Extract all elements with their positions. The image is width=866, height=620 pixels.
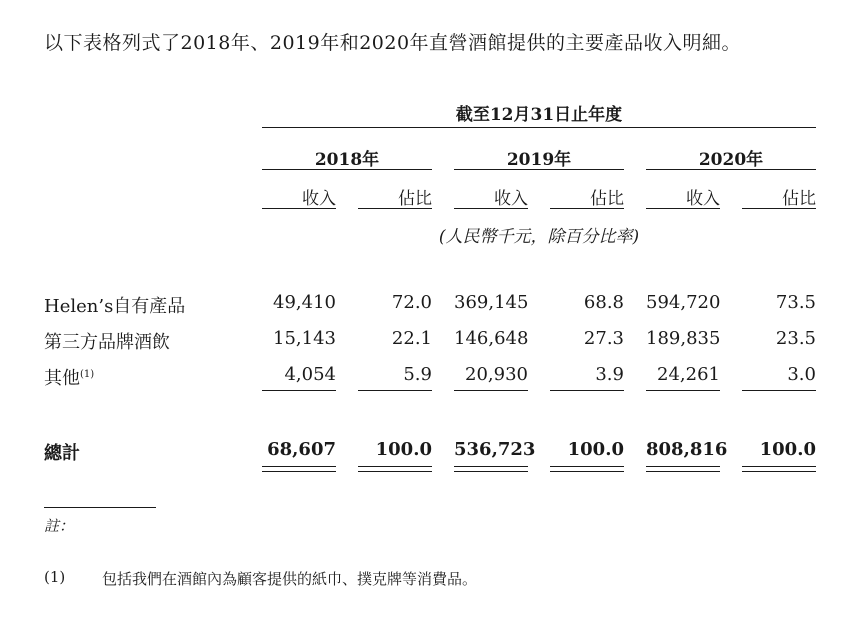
table-cell: 4,054 [284,364,336,385]
subtotal-underline [742,390,816,391]
note-label: 註： [44,517,75,535]
year-2019-header: 2019年 [506,150,572,170]
total-cell: 100.0 [759,439,816,460]
sub-underline [358,208,432,209]
total-cell: 100.0 [567,439,624,460]
col-revenue-2020: 收入 [686,189,720,209]
table-cell: 15,143 [273,328,336,349]
total-double-underline [358,466,432,467]
sub-underline [262,208,336,209]
total-cell: 68,607 [267,439,336,460]
col-revenue-2018: 收入 [302,189,336,209]
table-cell: 3.0 [787,364,816,385]
total-double-underline [358,471,432,472]
year-2020-underline [646,169,816,170]
row-label-own-products: Helen’s自有產品 [44,296,186,317]
total-double-underline [262,471,336,472]
table-cell: 68.8 [583,292,624,313]
year-2018-underline [262,169,432,170]
footnote-text: 包括我們在酒館內為顧客提供的紙巾、撲克牌等消費品。 [102,570,478,588]
total-double-underline [454,466,528,467]
total-double-underline [550,471,624,472]
total-double-underline [550,466,624,467]
table-cell: 20,930 [465,364,528,385]
sub-underline [742,208,816,209]
col-revenue-2019: 收入 [494,189,528,209]
table-cell: 22.1 [391,328,432,349]
subtotal-underline [358,390,432,391]
row-label-others [44,364,94,390]
footnote-ref: (1) [80,369,95,380]
col-share-2018: 佔比 [398,189,432,209]
col-share-2020: 佔比 [782,189,816,209]
row-label-total: 總計 [44,443,80,464]
total-double-underline [742,471,816,472]
sub-underline [646,208,720,209]
total-cell: 536,723 [454,439,536,460]
table-cell: 27.3 [583,328,624,349]
total-double-underline [262,466,336,467]
row-label-others-text: 其他 [44,368,80,389]
table-cell: 146,648 [454,328,529,349]
period-underline [262,127,816,128]
note-separator [44,507,156,508]
year-2018-header: 2018年 [314,150,380,170]
table-cell: 49,410 [273,292,336,313]
subtotal-underline [262,390,336,391]
sub-underline [550,208,624,209]
table-cell: 5.9 [403,364,432,385]
col-share-2019: 佔比 [590,189,624,209]
table-cell: 369,145 [454,292,529,313]
subtotal-underline [550,390,624,391]
table-cell: 3.9 [595,364,624,385]
table-cell: 73.5 [775,292,816,313]
subtotal-underline [454,390,528,391]
intro-text: 以下表格列式了2018年、2019年和2020年直營酒館提供的主要產品收入明細。 [44,32,742,54]
table-cell: 24,261 [657,364,720,385]
year-2019-underline [454,169,624,170]
year-2020-header: 2020年 [698,150,764,170]
unit-note: (人民幣千元，除百分比率) [438,227,640,247]
table-cell: 72.0 [391,292,432,313]
table-cell: 23.5 [775,328,816,349]
total-cell: 100.0 [375,439,432,460]
footnote-number: (1) [44,568,66,586]
table-cell: 594,720 [646,292,721,313]
subtotal-underline [646,390,720,391]
table-cell: 189,835 [646,328,721,349]
period-header: 截至12月31日止年度 [455,105,623,125]
total-double-underline [646,466,720,467]
row-label-third-party: 第三方品牌酒飲 [44,332,170,353]
total-cell: 808,816 [646,439,728,460]
total-double-underline [646,471,720,472]
sub-underline [454,208,528,209]
total-double-underline [454,471,528,472]
total-double-underline [742,466,816,467]
